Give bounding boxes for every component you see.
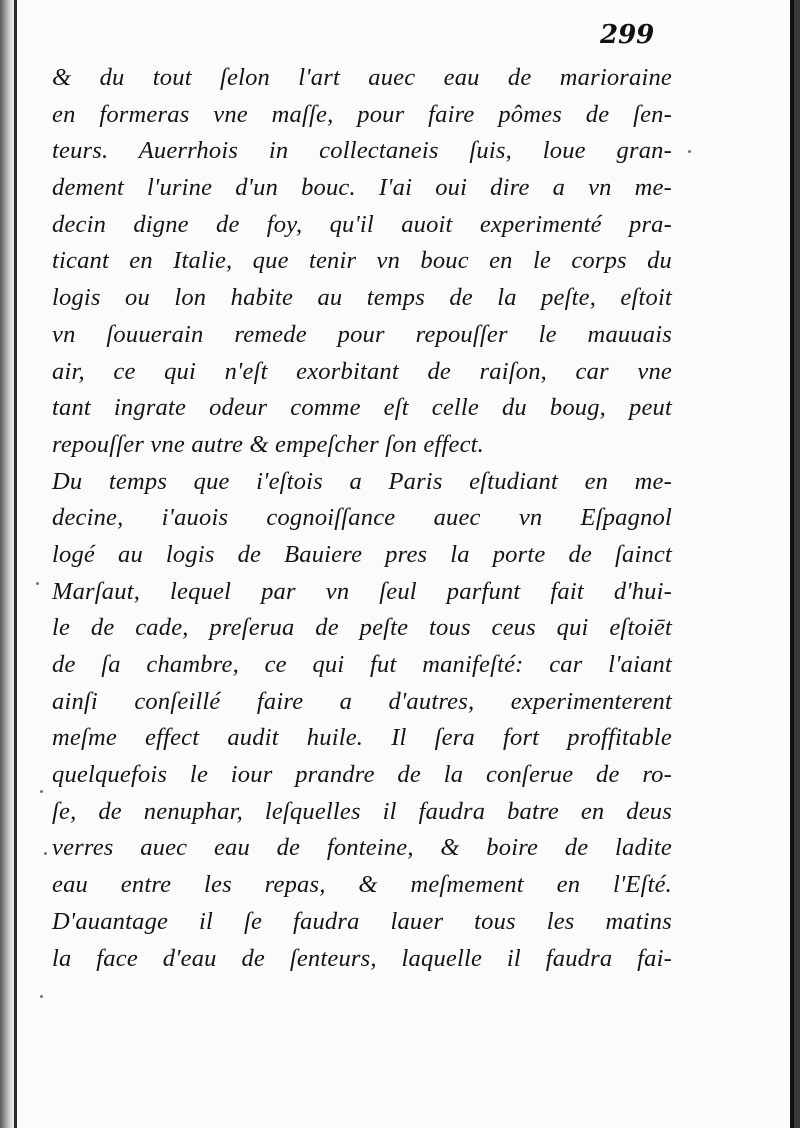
page-number: 299: [600, 20, 655, 50]
text-line: vn ſouuerain remede pour repouſſer le mauuais: [52, 320, 672, 348]
text-line: ainſi conſeillé faire a d'autres, experimenterent: [52, 687, 672, 715]
paper-speck: [688, 150, 691, 153]
text-line: quelquefois le iour prandre de la conſerue de ro-: [52, 761, 672, 789]
text-line: meſme effect audit huile. Il ſera fort proffitable: [52, 724, 672, 752]
page-right-border: [790, 0, 794, 1128]
text-line: decin digne de foy, qu'il auoit experimenté pra-: [52, 210, 672, 238]
text-line: & du tout ſelon l'art auec eau de marioraine: [52, 64, 672, 91]
text-line: le de cade, preſerua de peſte tous ceus qui eſtoiēt: [52, 614, 672, 642]
paper-speck: [40, 995, 43, 998]
paper-speck: [40, 790, 43, 793]
text-line: repouſſer vne autre & empeſcher ſon effect.: [52, 430, 484, 458]
text-line: teurs. Auerrhois in collectaneis ſuis, loue gran-: [52, 137, 672, 165]
text-line: en formeras vne maſſe, pour faire pômes de ſen-: [52, 100, 672, 128]
text-line: dement l'urine d'un bouc. I'ai oui dire a vn me-: [52, 174, 672, 202]
text-line: air, ce qui n'eſt exorbitant de raiſon, car vne: [52, 357, 672, 385]
text-line: tant ingrate odeur comme eſt celle du boug, peut: [52, 394, 672, 422]
text-line: decine, i'auois cognoiſſance auec vn Eſpagnol: [52, 504, 672, 532]
text-line: eau entre les repas, & meſmement en l'Eſté.: [52, 871, 672, 899]
text-line: verres auec eau de fonteine, & boire de ladite: [52, 834, 672, 862]
text-line: la face d'eau de ſenteurs, laquelle il faudra fai-: [52, 944, 672, 972]
page-left-border: [14, 0, 17, 1128]
text-line: ſe, de nenuphar, leſquelles il faudra batre en deus: [52, 797, 672, 825]
text-line: Marſaut, lequel par vn ſeul parfunt fait d'hui-: [52, 577, 672, 605]
paper-speck: [36, 582, 39, 585]
paper-speck: [44, 852, 47, 855]
text-line: Du temps que i'eſtois a Paris eſtudiant en me-: [52, 467, 672, 495]
text-line: logé au logis de Bauiere pres la porte de ſainct: [52, 540, 672, 568]
text-line: ticant en Italie, que tenir vn bouc en le corps du: [52, 247, 672, 275]
text-line: logis ou lon habite au temps de la peſte, eſtoit: [52, 284, 672, 312]
page-right-edge: [794, 0, 800, 1128]
text-line: de ſa chambre, ce qui fut manifeſté: car l'aiant: [52, 651, 672, 678]
body-text: [52, 60, 672, 977]
text-line: D'auantage il ſe faudra lauer tous les matins: [52, 907, 672, 935]
